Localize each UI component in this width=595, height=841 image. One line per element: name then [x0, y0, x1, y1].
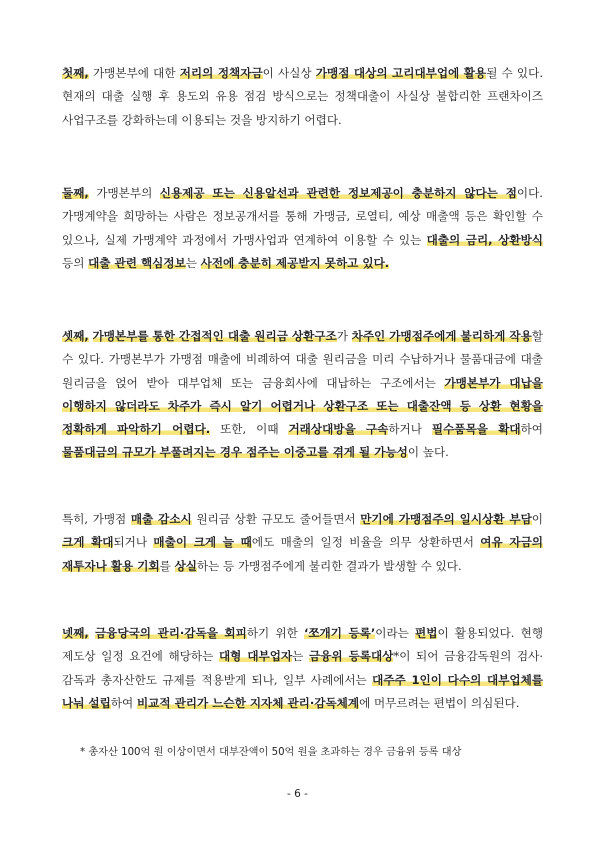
body-text	[89, 329, 93, 343]
body-text: 가맹본부에 대한	[88, 66, 180, 80]
body-text: 등의	[62, 255, 89, 270]
body-text: 이 활용되었다. 현행 제도상 일정 요건에 해당하는	[62, 626, 544, 664]
paragraph-first	[62, 62, 543, 132]
body-text: 는	[292, 649, 310, 664]
footnote: * 총자산 100억 원 이상이면서 대부잔액이 50억 원을 초과하는 경우 금융위 등록 대상	[80, 747, 462, 758]
body-text: 될 수 있다. 현재의 대출 실행 후 용도외 유용 점검 방식으로는 정책대출이 사실상 불합리한 프랜차이즈 사업구조를 강화하는데 이용되는 것을 방지하기 어렵다.	[62, 66, 544, 127]
body-text: 가맹본부의	[88, 186, 160, 200]
emphasis-text: 비교적 관리가 느슨한 지자체 관리·감독체계	[136, 695, 360, 710]
body-text: *이 되어 금융감독원의 검사·감독과 총자산한도 규제를 적용받게 되나, 일부 사례에서는	[62, 649, 544, 687]
body-text: 는	[185, 255, 201, 270]
body-text: 에도 매출의 일정 비율을 의무 상환하면서	[251, 535, 481, 550]
body-text: 이라는	[375, 626, 416, 640]
emphasis-text: 가맹점 대상의 고리대부업에 활용	[315, 66, 487, 80]
body-text: 하여	[520, 422, 543, 437]
body-text: 에 머무르려는 편법이 의심된다.	[359, 695, 520, 710]
emphasis-text: 금융당국의 관리·감독을 회피	[94, 626, 247, 640]
emphasis-text: 사전에 충분히 제공받지 못하고 있다.	[200, 255, 390, 270]
emphasis-text: 물품대금의 규모가 부풀려지는 경우 점주는 이중고를 겪게 될 가능성	[62, 445, 408, 460]
body-text: 가	[336, 329, 352, 343]
emphasis-text: 상실	[174, 558, 197, 573]
paragraph-fourth	[62, 622, 543, 715]
paragraph-third	[62, 325, 543, 465]
paragraph-special	[62, 508, 543, 578]
emphasis-text: 매출이 크게 늘 때	[153, 535, 252, 550]
body-text: 특히, 가맹점	[62, 512, 131, 526]
body-text: 이다. 가맹계약을 희망하는 사람은 정보공개서를 통해 가맹금, 로열티, 예상 매출액 등은 확인할 수 있으나, 실제 가맹계약 과정에서 가맹사업과 연계하여 이용할 수 있는	[62, 186, 543, 247]
body-text: 하거나	[388, 422, 432, 437]
paragraph-second	[62, 182, 543, 275]
emphasis-text: 만기에 가맹점주의 일시상환 부담	[360, 512, 532, 526]
body-text: 하기 위한	[246, 626, 304, 640]
body-text: 이 사실상	[262, 66, 316, 80]
emphasis-text: 가맹본부가 대납을 이행하지 않더라도 차주가 즉시 알기 어렵거나 상환구조 또는 대출잔액 등 상환 현황을 정확하게 파악하기 어렵다.	[62, 375, 543, 437]
emphasis-text: 매출 감소시	[130, 512, 192, 526]
emphasis-text: 저리의 정책자금	[179, 66, 263, 80]
body-text: 할 수 있다. 가맹본부가 가맹점 매출에 비례하여 대출 원리금을 미리 수납하거나 물품대금에 대출 원리금을 얹어 받아 대부업체 또는 금융회사에 대납하는 구조에서는	[62, 329, 543, 390]
emphasis-text: 거래상대방을 구속	[288, 422, 389, 437]
body-text: 이	[531, 512, 543, 526]
emphasis-text: 여유 자금의 재투자나 활용 기회	[62, 535, 543, 573]
body-text: 이 높다.	[407, 445, 449, 460]
body-text: 원리금 상환 규모도 줄어들면서	[191, 512, 361, 526]
body-text: 하여	[110, 695, 137, 710]
emphasis-text: 크게 확대	[62, 535, 114, 550]
emphasis-text: 금융위 등록대상	[309, 649, 394, 664]
emphasis-text: 대주주 1인이 다수의 대부업체를 나눠 설립	[62, 672, 543, 710]
emphasis-text: 첫째,	[62, 66, 89, 80]
emphasis-text: 둘째,	[62, 186, 89, 200]
emphasis-text: 대형 대부업자	[218, 649, 293, 664]
emphasis-text: 가맹본부를 통한 간접적인 대출 원리금 상환구조	[92, 329, 337, 343]
body-text: 또한, 이때	[210, 422, 289, 437]
emphasis-text: 편법	[415, 626, 438, 640]
emphasis-text: 대출 관련 핵심정보	[88, 255, 186, 270]
emphasis-text: 셋째,	[62, 329, 89, 343]
emphasis-text: 신용제공 또는 신용알선과 관련한 정보제공이 충분하지 않다는 점	[159, 186, 517, 200]
body-text: 하는 등 가맹점주에게 불리한 결과가 발생할 수 있다.	[196, 558, 462, 573]
body-text: 되거나	[113, 535, 154, 550]
body-text: 를	[159, 558, 175, 573]
emphasis-text: 필수품목을 확대	[431, 422, 521, 437]
page-number: - 6 -	[287, 788, 308, 800]
emphasis-text: 대출의 금리, 상환방식	[426, 232, 543, 247]
emphasis-text: 차주인 가맹점주에게 불리하게 작용	[351, 329, 532, 343]
emphasis-text: 넷째,	[62, 626, 89, 640]
emphasis-text: ‘쪼개기 등록’	[303, 626, 376, 640]
